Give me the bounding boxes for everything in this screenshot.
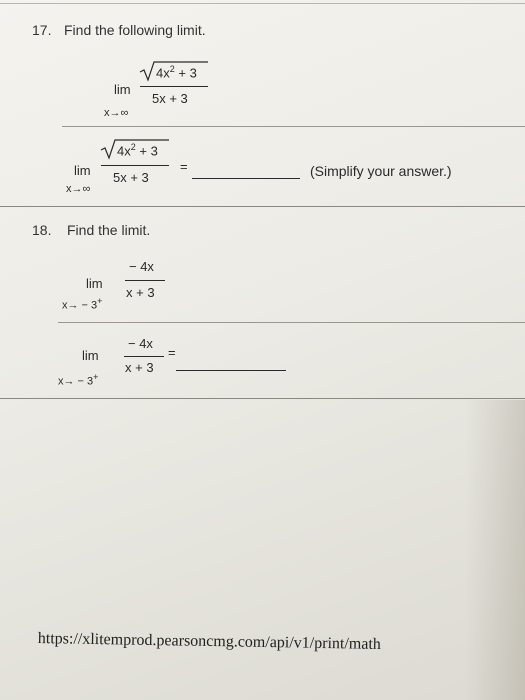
radicand-base: 4x [156, 65, 170, 81]
question-18-number: 18. [32, 222, 52, 238]
denominator: x + 3 [125, 360, 154, 375]
limit-approach: x→∞ [66, 183, 91, 195]
equals-sign: = [168, 345, 176, 360]
answer-input-17[interactable] [192, 178, 300, 179]
approach-superscript: + [93, 372, 99, 382]
approach-superscript: + [97, 296, 103, 306]
fraction-bar [140, 86, 208, 87]
divider-17b [0, 206, 525, 207]
limit-approach [62, 296, 102, 312]
footer-url: https://xlitemprod.pearsoncmg.com/api/v1/print/math [37, 630, 382, 653]
limit-operator: lim [74, 163, 91, 178]
divider-17a [62, 126, 525, 127]
numerator [156, 64, 197, 80]
limit-approach: x→∞ [104, 107, 129, 119]
denominator: 5x + 3 [113, 170, 149, 185]
limit-approach [58, 372, 98, 388]
numerator: − 4x [128, 336, 153, 351]
equals-sign: = [180, 159, 188, 174]
question-18-prompt: Find the limit. [67, 222, 151, 238]
limit-operator: lim [86, 276, 103, 291]
radicand-base: 4x [117, 143, 131, 159]
radicand-rest: + 3 [174, 65, 197, 81]
limit-operator: lim [114, 82, 131, 97]
paper-shadow [465, 400, 525, 700]
divider-18a [58, 322, 525, 323]
question-17-prompt: Find the following limit. [64, 22, 206, 38]
answer-input-18[interactable] [176, 370, 286, 371]
radicand-exponent: 2 [169, 64, 175, 74]
question-17-number: 17. [32, 22, 52, 38]
top-divider [0, 3, 525, 4]
fraction-bar [124, 356, 164, 357]
simplify-instruction: (Simplify your answer.) [310, 163, 452, 179]
divider-18b [0, 398, 525, 399]
numerator [117, 142, 158, 158]
fraction-bar [125, 280, 165, 281]
denominator: 5x + 3 [152, 91, 188, 106]
radicand-exponent: 2 [130, 142, 136, 152]
numerator: − 4x [129, 259, 154, 274]
approach-text: x→ − 3 [62, 299, 98, 312]
fraction-bar [101, 165, 169, 166]
approach-text: x→ − 3 [58, 375, 94, 388]
limit-operator: lim [82, 348, 99, 363]
denominator: x + 3 [126, 285, 155, 300]
radicand-rest: + 3 [135, 143, 158, 159]
